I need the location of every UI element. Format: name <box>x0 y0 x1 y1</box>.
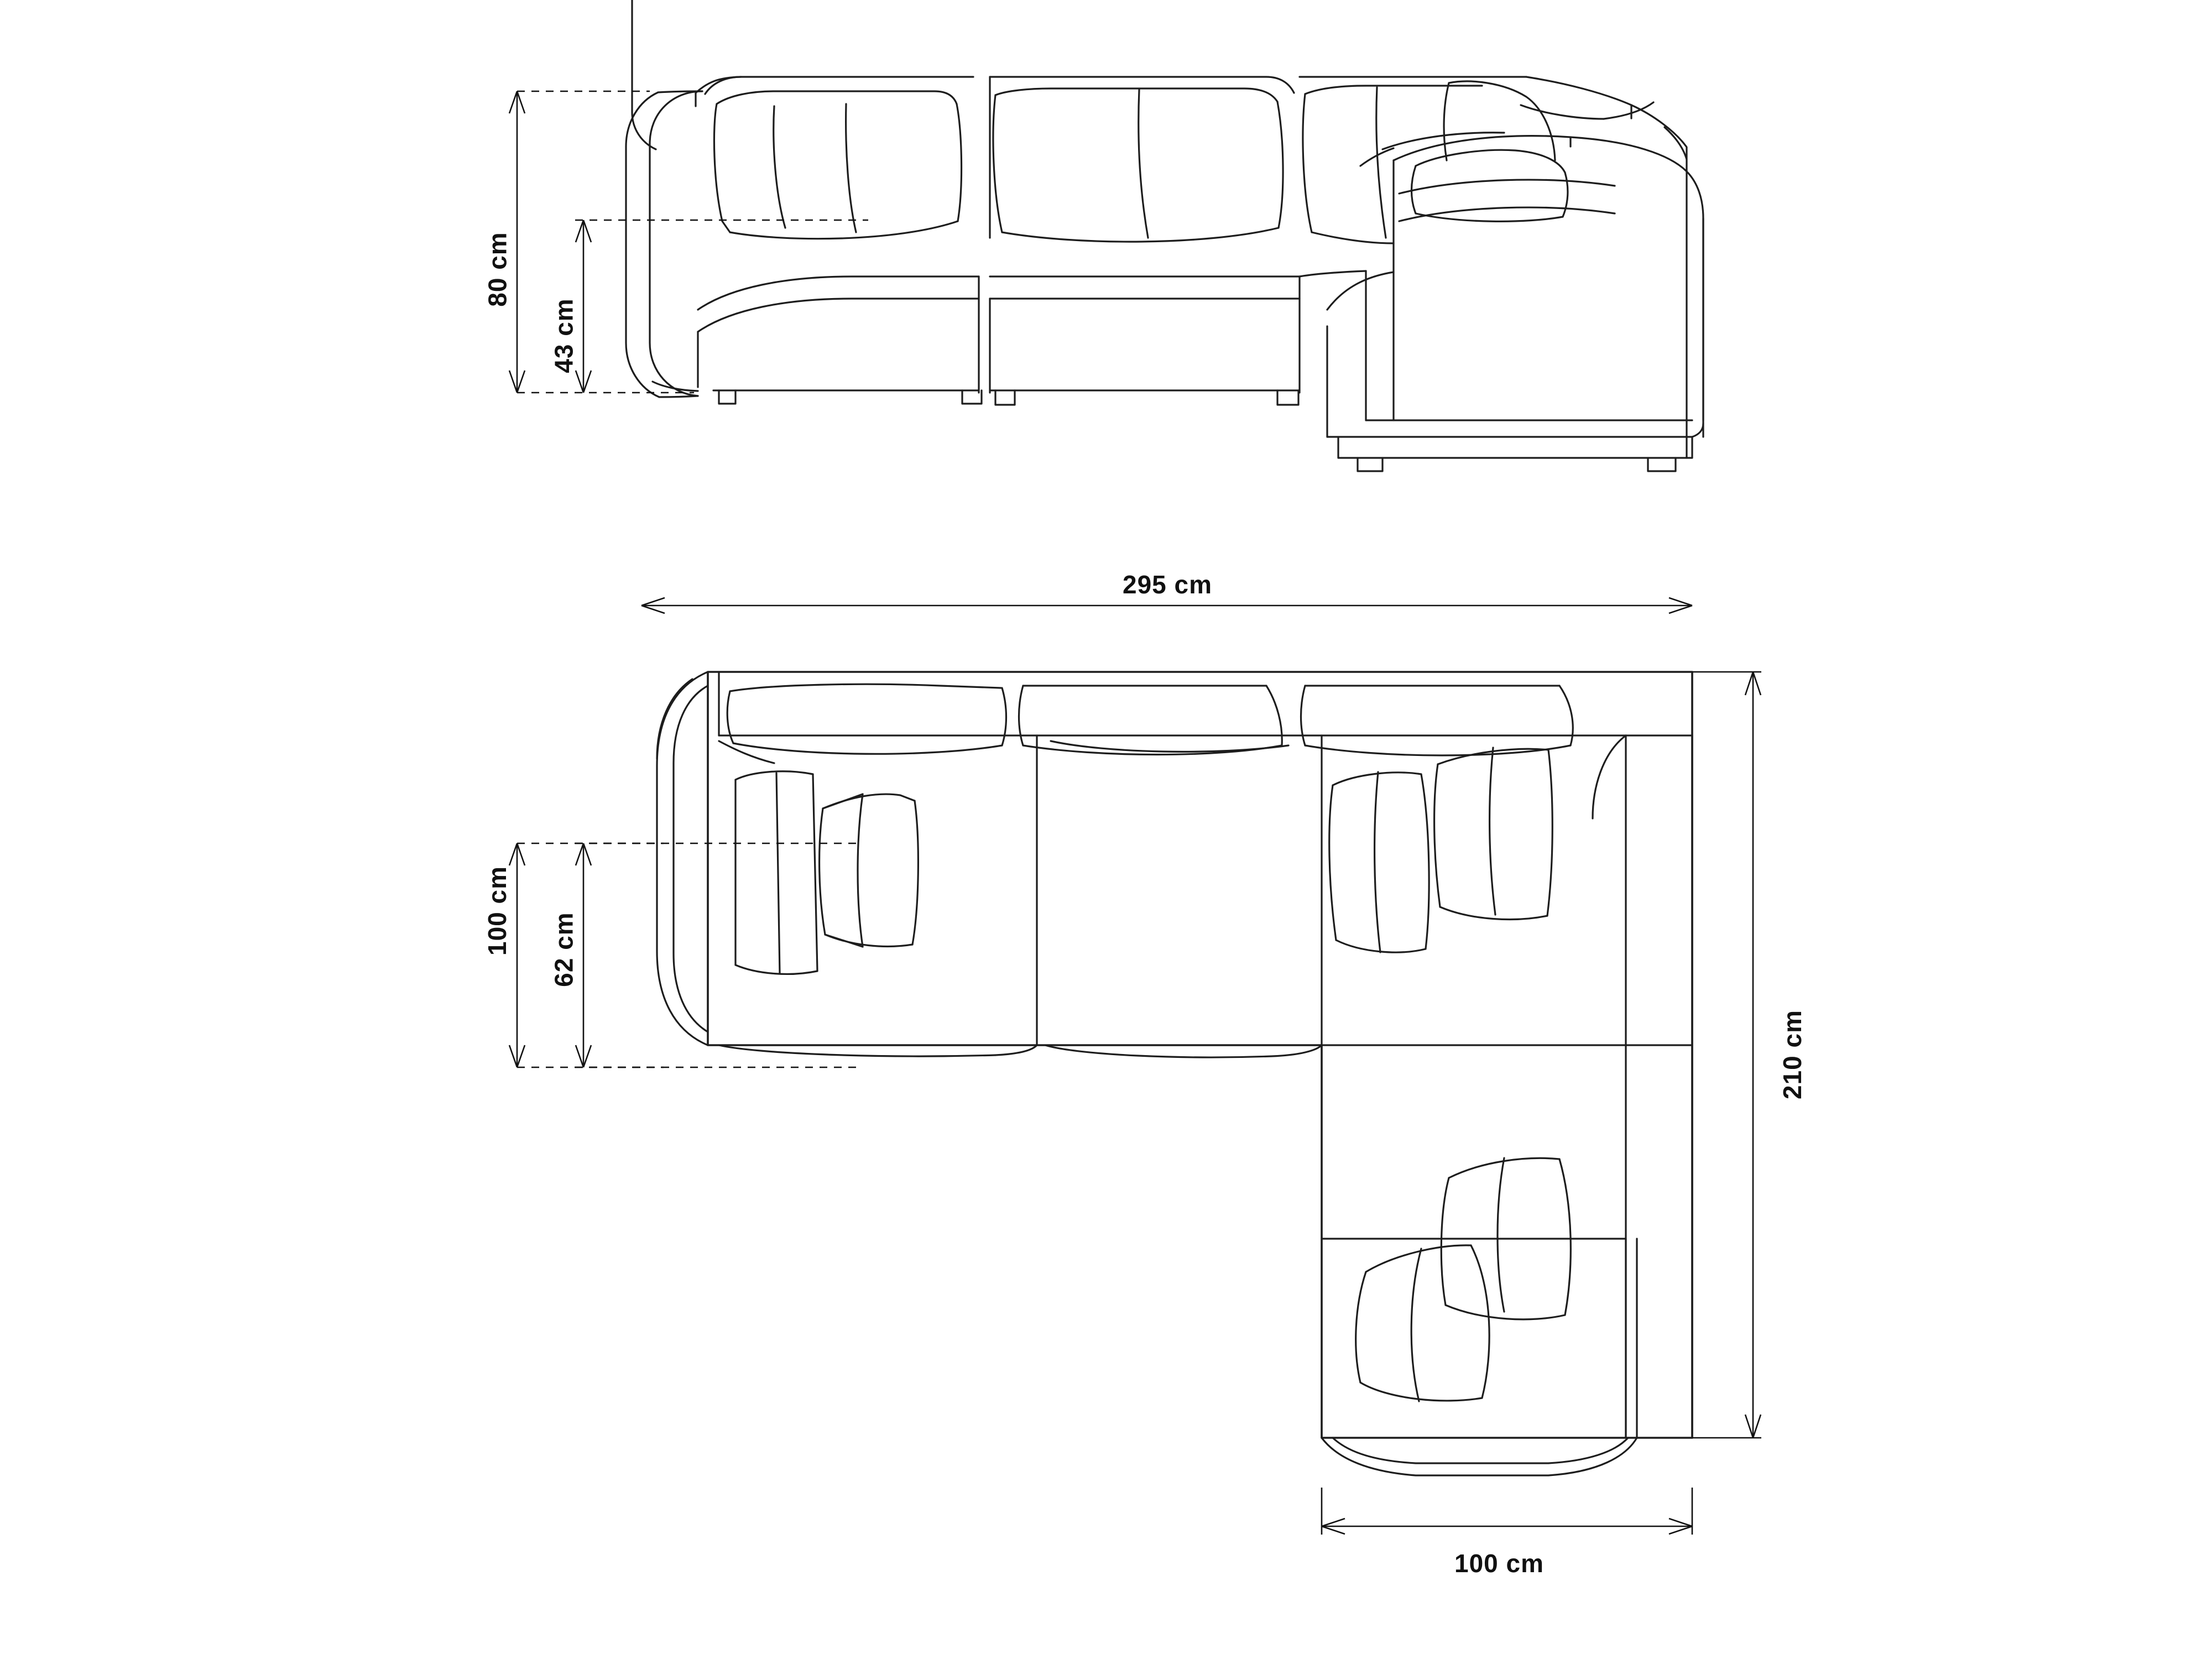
front-elevation-geometry <box>626 0 1703 471</box>
dimension-label-seat-depth-62: 62 cm <box>549 912 578 987</box>
dimension-label-width-100: 100 cm <box>1454 1549 1545 1578</box>
dimension-label-depth-100: 100 cm <box>483 865 512 956</box>
dimension-label-depth-210: 210 cm <box>1778 1009 1807 1100</box>
dimension-label-height-80: 80 cm <box>483 232 512 307</box>
dimension-label-seat-height-43: 43 cm <box>549 298 578 373</box>
top-plan-geometry <box>657 672 1692 1475</box>
dimension-label-width-295: 295 cm <box>1123 570 1213 599</box>
